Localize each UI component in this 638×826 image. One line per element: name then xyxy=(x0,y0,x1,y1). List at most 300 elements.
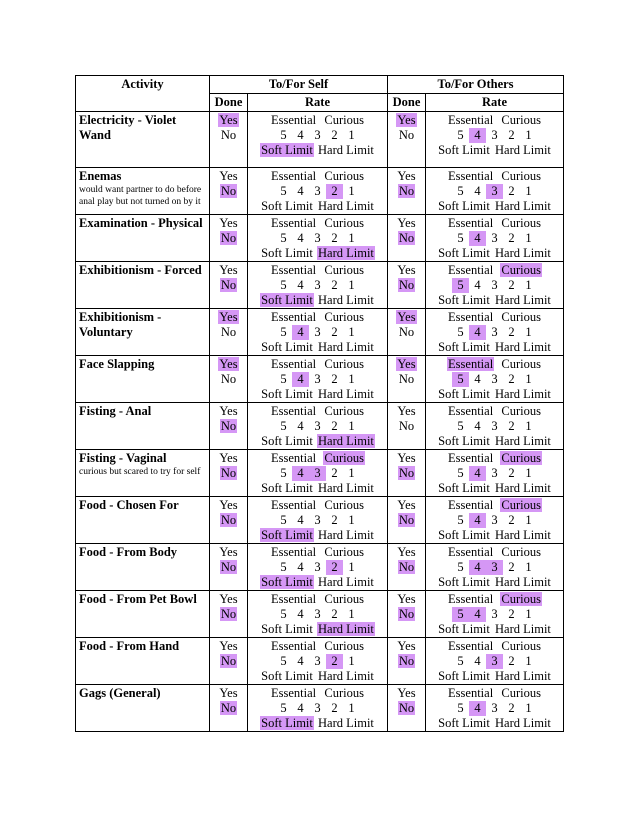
others-rating-2[interactable]: 2 xyxy=(508,128,515,142)
self-curious-option[interactable]: Curious xyxy=(324,310,364,324)
others-rating-4[interactable]: 4 xyxy=(474,654,481,668)
others-rate-cell xyxy=(426,591,564,638)
others-no-option[interactable]: No xyxy=(398,466,415,480)
others-yes-option[interactable]: Yes xyxy=(397,451,416,465)
self-rating-5[interactable]: 5 xyxy=(280,466,287,480)
self-soft-limit-option[interactable]: Soft Limit xyxy=(261,575,313,589)
self-essential-option[interactable]: Essential xyxy=(271,404,317,418)
self-rating-5[interactable]: 5 xyxy=(280,278,287,292)
others-no-option[interactable]: No xyxy=(398,184,415,198)
self-no-option[interactable]: No xyxy=(220,654,237,668)
self-curious-option[interactable]: Curious xyxy=(324,686,364,700)
self-yes-option[interactable]: Yes xyxy=(219,216,238,230)
others-curious-option[interactable]: Curious xyxy=(501,113,542,127)
others-rating-1[interactable]: 1 xyxy=(525,701,532,715)
others-rating-5[interactable]: 5 xyxy=(457,419,464,433)
self-rating-1[interactable]: 1 xyxy=(348,184,355,198)
others-no-option[interactable]: No xyxy=(398,325,415,339)
self-rating-5[interactable]: 5 xyxy=(280,128,287,142)
others-curious-option[interactable]: Curious xyxy=(501,686,542,700)
self-rating-4[interactable]: 4 xyxy=(297,128,304,142)
others-essential-option[interactable]: Essential xyxy=(448,686,494,700)
others-essential-option[interactable]: Essential xyxy=(448,216,494,230)
self-yes-option[interactable]: Yes xyxy=(219,357,238,371)
activity-cell xyxy=(76,215,210,262)
self-rating-2[interactable]: 2 xyxy=(326,560,343,575)
self-no-option[interactable]: No xyxy=(220,701,237,715)
others-essential-option[interactable]: Essential xyxy=(448,545,494,559)
others-no-option[interactable]: No xyxy=(398,278,415,292)
others-rating-3[interactable]: 3 xyxy=(491,701,498,715)
self-hard-limit-option[interactable]: Hard Limit xyxy=(318,143,374,157)
others-rating-4[interactable]: 4 xyxy=(474,372,481,386)
others-curious-option[interactable]: Curious xyxy=(501,169,542,183)
others-hard-limit-option[interactable]: Hard Limit xyxy=(495,293,551,307)
self-rating-5[interactable]: 5 xyxy=(280,654,287,668)
self-rating-2[interactable]: 2 xyxy=(331,231,338,245)
self-no-option[interactable]: No xyxy=(220,513,237,527)
self-no-option[interactable]: No xyxy=(220,231,237,245)
others-rating-4[interactable]: 4 xyxy=(469,325,486,340)
others-hard-limit-option[interactable]: Hard Limit xyxy=(495,143,551,157)
others-rating-5[interactable]: 5 xyxy=(457,560,464,574)
others-hard-limit-option[interactable]: Hard Limit xyxy=(495,669,551,683)
others-rating-1[interactable]: 1 xyxy=(525,466,532,480)
others-essential-option[interactable]: Essential xyxy=(448,404,494,418)
others-curious-option[interactable]: Curious xyxy=(501,639,542,653)
self-rating-3[interactable]: 3 xyxy=(314,701,321,715)
others-hard-limit-option[interactable]: Hard Limit xyxy=(495,387,551,401)
others-essential-option[interactable]: Essential xyxy=(448,592,494,606)
others-done-cell xyxy=(388,685,426,732)
others-rating-5[interactable]: 5 xyxy=(457,513,464,527)
self-rating-2[interactable]: 2 xyxy=(331,325,338,339)
self-soft-limit-option[interactable]: Soft Limit xyxy=(261,622,313,636)
others-rating-4[interactable]: 4 xyxy=(469,128,486,143)
others-rating-5[interactable]: 5 xyxy=(457,128,464,142)
self-rating-4[interactable]: 4 xyxy=(297,701,304,715)
others-soft-limit-option[interactable]: Soft Limit xyxy=(438,575,490,589)
others-rating-5[interactable]: 5 xyxy=(452,607,469,622)
others-no-option[interactable]: No xyxy=(398,513,415,527)
others-curious-option[interactable]: Curious xyxy=(501,498,542,512)
self-yes-option[interactable]: Yes xyxy=(219,639,238,653)
others-rating-5[interactable]: 5 xyxy=(457,231,464,245)
self-rating-3[interactable]: 3 xyxy=(309,466,326,481)
others-rating-1[interactable]: 1 xyxy=(525,231,532,245)
others-rating-3[interactable]: 3 xyxy=(491,419,498,433)
self-rating-5[interactable]: 5 xyxy=(280,372,287,386)
others-yes-option[interactable]: Yes xyxy=(397,498,416,512)
others-hard-limit-option[interactable]: Hard Limit xyxy=(495,246,551,260)
others-rate-cell xyxy=(426,168,564,215)
self-essential-option[interactable]: Essential xyxy=(271,310,317,324)
self-rating-3[interactable]: 3 xyxy=(314,607,321,621)
self-rating-5[interactable]: 5 xyxy=(280,607,287,621)
others-no-option[interactable]: No xyxy=(398,231,415,245)
others-rating-1[interactable]: 1 xyxy=(525,607,532,621)
others-rating-3[interactable]: 3 xyxy=(486,654,503,669)
self-essential-option[interactable]: Essential xyxy=(271,545,317,559)
others-rating-1[interactable]: 1 xyxy=(525,560,532,574)
others-hard-limit-option[interactable]: Hard Limit xyxy=(495,575,551,589)
self-yes-option[interactable]: Yes xyxy=(219,451,238,465)
self-hard-limit-option[interactable]: Hard Limit xyxy=(318,434,374,448)
others-rating-1[interactable]: 1 xyxy=(525,184,532,198)
others-rating-2[interactable]: 2 xyxy=(508,372,515,386)
others-rating-1[interactable]: 1 xyxy=(525,513,532,527)
self-curious-option[interactable]: Curious xyxy=(324,113,364,127)
self-hard-limit-option[interactable]: Hard Limit xyxy=(318,481,374,495)
self-rating-4[interactable]: 4 xyxy=(297,184,304,198)
self-rating-2[interactable]: 2 xyxy=(326,654,343,669)
others-rating-4[interactable]: 4 xyxy=(474,184,481,198)
self-rating-3[interactable]: 3 xyxy=(314,184,321,198)
self-essential-option[interactable]: Essential xyxy=(271,592,317,606)
self-curious-option[interactable]: Curious xyxy=(324,639,364,653)
others-rating-5[interactable]: 5 xyxy=(452,372,469,387)
self-rating-5[interactable]: 5 xyxy=(280,701,287,715)
others-yes-option[interactable]: Yes xyxy=(397,263,416,277)
self-hard-limit-option[interactable]: Hard Limit xyxy=(318,340,374,354)
others-rate-cell xyxy=(426,403,564,450)
self-curious-option[interactable]: Curious xyxy=(324,263,364,277)
self-no-option[interactable]: No xyxy=(220,607,237,621)
others-rating-2[interactable]: 2 xyxy=(508,701,515,715)
self-soft-limit-option[interactable]: Soft Limit xyxy=(261,143,313,157)
self-essential-option[interactable]: Essential xyxy=(271,113,317,127)
others-no-option[interactable]: No xyxy=(398,560,415,574)
self-no-option[interactable]: No xyxy=(220,278,237,292)
self-soft-limit-option[interactable]: Soft Limit xyxy=(261,340,313,354)
self-rating-4[interactable]: 4 xyxy=(297,231,304,245)
self-rating-3[interactable]: 3 xyxy=(314,419,321,433)
others-rating-1[interactable]: 1 xyxy=(525,654,532,668)
others-rating-3[interactable]: 3 xyxy=(491,372,498,386)
others-hard-limit-option[interactable]: Hard Limit xyxy=(495,528,551,542)
self-hard-limit-option[interactable]: Hard Limit xyxy=(318,387,374,401)
self-yes-option[interactable]: Yes xyxy=(219,263,238,277)
others-hard-limit-option[interactable]: Hard Limit xyxy=(495,199,551,213)
others-yes-option[interactable]: Yes xyxy=(397,686,416,700)
others-done-cell xyxy=(388,450,426,497)
self-essential-option[interactable]: Essential xyxy=(271,357,317,371)
self-rating-5[interactable]: 5 xyxy=(280,184,287,198)
others-rating-3[interactable]: 3 xyxy=(491,128,498,142)
others-no-option[interactable]: No xyxy=(398,419,415,433)
others-essential-option[interactable]: Essential xyxy=(448,639,494,653)
others-soft-limit-option[interactable]: Soft Limit xyxy=(438,293,490,307)
self-yes-option[interactable]: Yes xyxy=(219,545,238,559)
self-essential-option[interactable]: Essential xyxy=(271,686,317,700)
others-rate-cell xyxy=(426,356,564,403)
others-rating-5[interactable]: 5 xyxy=(457,701,464,715)
self-rating-1[interactable]: 1 xyxy=(348,128,355,142)
self-rating-2[interactable]: 2 xyxy=(331,607,338,621)
self-rating-2[interactable]: 2 xyxy=(331,466,338,480)
others-yes-option[interactable]: Yes xyxy=(397,216,416,230)
self-soft-limit-option[interactable]: Soft Limit xyxy=(261,246,313,260)
others-soft-limit-option[interactable]: Soft Limit xyxy=(438,434,490,448)
self-curious-option[interactable]: Curious xyxy=(324,592,364,606)
self-rating-4[interactable]: 4 xyxy=(292,372,309,387)
self-rating-4[interactable]: 4 xyxy=(297,278,304,292)
others-rating-4[interactable]: 4 xyxy=(469,560,486,575)
self-curious-option[interactable]: Curious xyxy=(324,216,364,230)
others-no-option[interactable]: No xyxy=(398,701,415,715)
others-rating-4[interactable]: 4 xyxy=(469,607,486,622)
self-done-cell xyxy=(210,309,248,356)
self-no-option[interactable]: No xyxy=(220,184,237,198)
self-no-option[interactable]: No xyxy=(220,128,237,142)
others-essential-option[interactable]: Essential xyxy=(448,263,494,277)
self-rating-1[interactable]: 1 xyxy=(348,560,355,574)
others-curious-option[interactable]: Curious xyxy=(501,592,542,606)
others-rating-4[interactable]: 4 xyxy=(469,701,486,716)
self-hard-limit-option[interactable]: Hard Limit xyxy=(318,293,374,307)
others-rating-1[interactable]: 1 xyxy=(525,419,532,433)
others-no-option[interactable]: No xyxy=(398,128,415,142)
self-rating-4[interactable]: 4 xyxy=(292,466,309,481)
self-rating-5[interactable]: 5 xyxy=(280,325,287,339)
self-soft-limit-option[interactable]: Soft Limit xyxy=(261,528,313,542)
others-curious-option[interactable]: Curious xyxy=(501,451,542,465)
self-essential-option[interactable]: Essential xyxy=(271,451,317,465)
self-rating-2[interactable]: 2 xyxy=(331,278,338,292)
others-curious-option[interactable]: Curious xyxy=(501,357,542,371)
others-done-cell xyxy=(388,356,426,403)
self-hard-limit-option[interactable]: Hard Limit xyxy=(318,716,374,730)
self-soft-limit-option[interactable]: Soft Limit xyxy=(261,434,313,448)
others-rating-3[interactable]: 3 xyxy=(491,607,498,621)
others-rating-2[interactable]: 2 xyxy=(508,278,515,292)
self-rating-3[interactable]: 3 xyxy=(314,372,321,386)
self-rating-4[interactable]: 4 xyxy=(297,607,304,621)
self-hard-limit-option[interactable]: Hard Limit xyxy=(318,528,374,542)
self-rating-3[interactable]: 3 xyxy=(314,128,321,142)
self-hard-limit-option[interactable]: Hard Limit xyxy=(318,622,374,636)
others-yes-option[interactable]: Yes xyxy=(397,113,416,127)
self-essential-option[interactable]: Essential xyxy=(271,498,317,512)
self-rating-2[interactable]: 2 xyxy=(331,419,338,433)
self-yes-option[interactable]: Yes xyxy=(219,310,238,324)
others-essential-option[interactable]: Essential xyxy=(448,310,494,324)
others-curious-option[interactable]: Curious xyxy=(501,545,542,559)
self-rating-3[interactable]: 3 xyxy=(314,560,321,574)
self-soft-limit-option[interactable]: Soft Limit xyxy=(261,716,313,730)
others-soft-limit-option[interactable]: Soft Limit xyxy=(438,246,490,260)
self-yes-option[interactable]: Yes xyxy=(219,404,238,418)
others-no-option[interactable]: No xyxy=(398,607,415,621)
others-rating-3[interactable]: 3 xyxy=(491,513,498,527)
others-rating-1[interactable]: 1 xyxy=(525,372,532,386)
self-yes-option[interactable]: Yes xyxy=(219,498,238,512)
others-soft-limit-option[interactable]: Soft Limit xyxy=(438,716,490,730)
self-rating-3[interactable]: 3 xyxy=(314,231,321,245)
others-soft-limit-option[interactable]: Soft Limit xyxy=(438,622,490,636)
self-rating-4[interactable]: 4 xyxy=(297,513,304,527)
self-hard-limit-option[interactable]: Hard Limit xyxy=(318,246,374,260)
others-soft-limit-option[interactable]: Soft Limit xyxy=(438,387,490,401)
others-hard-limit-option[interactable]: Hard Limit xyxy=(495,622,551,636)
self-rating-1[interactable]: 1 xyxy=(348,513,355,527)
others-rating-2[interactable]: 2 xyxy=(508,419,515,433)
self-rating-4[interactable]: 4 xyxy=(297,654,304,668)
self-curious-option[interactable]: Curious xyxy=(324,357,364,371)
others-soft-limit-option[interactable]: Soft Limit xyxy=(438,143,490,157)
table-row xyxy=(76,638,564,685)
self-rating-2[interactable]: 2 xyxy=(331,513,338,527)
others-rating-2[interactable]: 2 xyxy=(508,560,515,574)
others-essential-option[interactable]: Essential xyxy=(448,113,494,127)
table-row xyxy=(76,544,564,591)
others-rating-5[interactable]: 5 xyxy=(457,184,464,198)
others-yes-option[interactable]: Yes xyxy=(397,639,416,653)
others-yes-option[interactable]: Yes xyxy=(397,545,416,559)
self-rating-1[interactable]: 1 xyxy=(348,325,355,339)
others-rating-1[interactable]: 1 xyxy=(525,325,532,339)
others-rating-4[interactable]: 4 xyxy=(474,419,481,433)
self-rating-1[interactable]: 1 xyxy=(348,419,355,433)
self-essential-option[interactable]: Essential xyxy=(271,216,317,230)
self-rate-cell xyxy=(248,450,388,497)
self-rating-1[interactable]: 1 xyxy=(348,231,355,245)
self-hard-limit-option[interactable]: Hard Limit xyxy=(318,199,374,213)
others-rating-5[interactable]: 5 xyxy=(457,325,464,339)
self-rating-1[interactable]: 1 xyxy=(348,372,355,386)
others-essential-option[interactable]: Essential xyxy=(448,169,494,183)
self-soft-limit-option[interactable]: Soft Limit xyxy=(261,387,313,401)
others-yes-option[interactable]: Yes xyxy=(397,357,416,371)
self-soft-limit-option[interactable]: Soft Limit xyxy=(261,481,313,495)
self-rating-4[interactable]: 4 xyxy=(292,325,309,340)
others-rating-4[interactable]: 4 xyxy=(469,513,486,528)
self-hard-limit-option[interactable]: Hard Limit xyxy=(318,575,374,589)
self-yes-option[interactable]: Yes xyxy=(219,592,238,606)
self-rating-3[interactable]: 3 xyxy=(314,325,321,339)
self-soft-limit-option[interactable]: Soft Limit xyxy=(261,293,313,307)
self-yes-option[interactable]: Yes xyxy=(219,113,238,127)
others-rating-3[interactable]: 3 xyxy=(491,325,498,339)
self-no-option[interactable]: No xyxy=(220,560,237,574)
self-rating-5[interactable]: 5 xyxy=(280,513,287,527)
others-rating-1[interactable]: 1 xyxy=(525,128,532,142)
others-curious-option[interactable]: Curious xyxy=(501,404,542,418)
self-curious-option[interactable]: Curious xyxy=(324,404,364,418)
others-rating-2[interactable]: 2 xyxy=(508,184,515,198)
others-rating-2[interactable]: 2 xyxy=(508,325,515,339)
self-yes-option[interactable]: Yes xyxy=(219,686,238,700)
self-rating-2[interactable]: 2 xyxy=(331,372,338,386)
others-rating-2[interactable]: 2 xyxy=(508,466,515,480)
self-rating-3[interactable]: 3 xyxy=(314,513,321,527)
others-yes-option[interactable]: Yes xyxy=(397,310,416,324)
self-rating-2[interactable]: 2 xyxy=(331,128,338,142)
others-rating-3[interactable]: 3 xyxy=(491,231,498,245)
self-rating-3[interactable]: 3 xyxy=(314,654,321,668)
self-curious-option[interactable]: Curious xyxy=(324,451,364,465)
self-rating-4[interactable]: 4 xyxy=(297,419,304,433)
others-no-option[interactable]: No xyxy=(398,372,415,386)
others-soft-limit-option[interactable]: Soft Limit xyxy=(438,199,490,213)
self-rating-1[interactable]: 1 xyxy=(348,466,355,480)
others-yes-option[interactable]: Yes xyxy=(397,404,416,418)
others-rating-3[interactable]: 3 xyxy=(491,466,498,480)
self-no-option[interactable]: No xyxy=(220,372,237,386)
others-done-header: Done xyxy=(388,94,426,112)
others-rating-2[interactable]: 2 xyxy=(508,513,515,527)
others-rating-2[interactable]: 2 xyxy=(508,231,515,245)
self-rating-4[interactable]: 4 xyxy=(297,560,304,574)
self-rating-2[interactable]: 2 xyxy=(331,701,338,715)
self-rating-1[interactable]: 1 xyxy=(348,278,355,292)
others-rating-2[interactable]: 2 xyxy=(508,607,515,621)
others-hard-limit-option[interactable]: Hard Limit xyxy=(495,340,551,354)
self-hard-limit-option[interactable]: Hard Limit xyxy=(318,669,374,683)
others-essential-option[interactable]: Essential xyxy=(448,498,494,512)
self-done-cell xyxy=(210,591,248,638)
others-soft-limit-option[interactable]: Soft Limit xyxy=(438,528,490,542)
self-rating-1[interactable]: 1 xyxy=(348,701,355,715)
self-essential-option[interactable]: Essential xyxy=(271,169,317,183)
self-curious-option[interactable]: Curious xyxy=(324,498,364,512)
self-no-option[interactable]: No xyxy=(220,325,237,339)
others-curious-option[interactable]: Curious xyxy=(501,216,542,230)
others-rating-5[interactable]: 5 xyxy=(457,654,464,668)
self-no-option[interactable]: No xyxy=(220,466,237,480)
self-rating-1[interactable]: 1 xyxy=(348,654,355,668)
others-curious-option[interactable]: Curious xyxy=(501,263,542,277)
others-no-option[interactable]: No xyxy=(398,654,415,668)
self-curious-option[interactable]: Curious xyxy=(324,169,364,183)
others-essential-option[interactable]: Essential xyxy=(448,451,494,465)
others-rating-3[interactable]: 3 xyxy=(486,184,503,199)
others-soft-limit-option[interactable]: Soft Limit xyxy=(438,669,490,683)
others-rating-4[interactable]: 4 xyxy=(474,278,481,292)
self-rating-5[interactable]: 5 xyxy=(280,231,287,245)
others-hard-limit-option[interactable]: Hard Limit xyxy=(495,434,551,448)
self-essential-option[interactable]: Essential xyxy=(271,263,317,277)
self-soft-limit-option[interactable]: Soft Limit xyxy=(261,199,313,213)
others-rating-3[interactable]: 3 xyxy=(491,278,498,292)
self-rating-5[interactable]: 5 xyxy=(280,419,287,433)
self-rating-3[interactable]: 3 xyxy=(314,278,321,292)
others-rating-5[interactable]: 5 xyxy=(452,278,469,293)
self-curious-option[interactable]: Curious xyxy=(324,545,364,559)
self-essential-option[interactable]: Essential xyxy=(271,639,317,653)
others-rating-4[interactable]: 4 xyxy=(469,231,486,246)
others-hard-limit-option[interactable]: Hard Limit xyxy=(495,481,551,495)
self-rating-1[interactable]: 1 xyxy=(348,607,355,621)
self-rating-2[interactable]: 2 xyxy=(326,184,343,199)
others-rating-5[interactable]: 5 xyxy=(457,466,464,480)
self-rating-5[interactable]: 5 xyxy=(280,560,287,574)
others-hard-limit-option[interactable]: Hard Limit xyxy=(495,716,551,730)
others-yes-option[interactable]: Yes xyxy=(397,592,416,606)
others-rating-4[interactable]: 4 xyxy=(469,466,486,481)
self-yes-option[interactable]: Yes xyxy=(219,169,238,183)
others-soft-limit-option[interactable]: Soft Limit xyxy=(438,481,490,495)
others-essential-option[interactable]: Essential xyxy=(448,357,494,371)
self-soft-limit-option[interactable]: Soft Limit xyxy=(261,669,313,683)
others-rating-2[interactable]: 2 xyxy=(508,654,515,668)
others-rating-3[interactable]: 3 xyxy=(486,560,503,575)
others-curious-option[interactable]: Curious xyxy=(501,310,542,324)
others-soft-limit-option[interactable]: Soft Limit xyxy=(438,340,490,354)
self-no-option[interactable]: No xyxy=(220,419,237,433)
others-yes-option[interactable]: Yes xyxy=(397,169,416,183)
others-rating-1[interactable]: 1 xyxy=(525,278,532,292)
